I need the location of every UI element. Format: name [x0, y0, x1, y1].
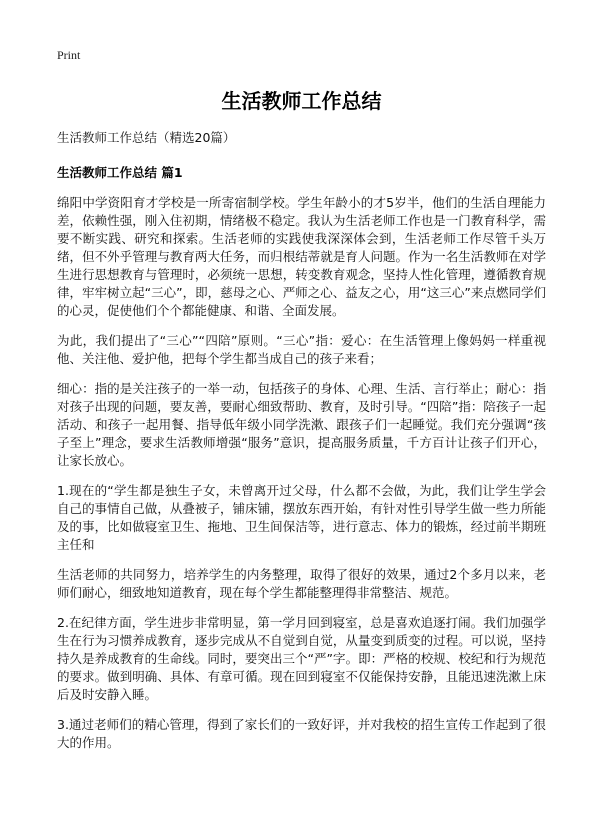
section-heading: 生活教师工作总结 篇1: [57, 165, 183, 180]
print-link[interactable]: Print: [57, 48, 81, 62]
paragraph: 1.现在的“学生都是独生子女，未曾离开过父母，什么都不会做，为此，我们让学生学会自己的事情自己做，从叠被子，铺床铺，摆放东西开始，有针对性引导学生做一些力所能及的事，比如做寝室卫生、拖地、卫生间保洁等，进行意志、体力的锻炼，经过前半期班主任和: [57, 483, 546, 552]
paragraph: 生活老师的共同努力，培养学生的内务整理，取得了很好的效果，通过2个多月以来，老师们耐心，细致地知道教育，现在每个学生都能整理得非常整洁、规范。: [57, 567, 546, 600]
paragraph: 为此，我们提出了“三心”“四陪”原则。“三心”指：爱心：在生活管理上像妈妈一样重视他、关注他、爱护他，把每个学生都当成自己的孩子来看；: [57, 333, 546, 366]
document-subtitle: 生活教师工作总结（精选20篇）: [57, 130, 236, 145]
paragraph: 绵阳中学资阳育才学校是一所寄宿制学校。学生年龄小的才5岁半，他们的生活自理能力差，依赖性强，刚入住初期，情绪极不稳定。我认为生活老师工作也是一门教育科学，需要不断实践、研究和探索。生活老师的实践使我深深体会到，生活老师工作尽管千头万绪，但不外乎管理与教育两大任务，而归根结蒂就是育人问题。作为一名生活教师在对学生进行思想教育与管理时，必须统一思想，转变教育观念，坚持人性化管理，遵循教育规律，牢牢树立起“三心”，即，慈母之心、严师之心、益友之心，用“这三心”来点燃同学们的心灵，促使他们个个都能健康、和谐、全面发展。: [57, 195, 546, 318]
paragraph: 细心：指的是关注孩子的一举一动，包括孩子的身体、心理、生活、言行举止；耐心：指对孩子出现的问题，要友善，要耐心细致帮助、教育，及时引导。“四陪”指：陪孩子一起活动、和孩子一起用餐、指导低年级小同学洗漱、跟孩子们一起睡觉。我们充分强调“孩子至上”理念，要求生活教师增强“服务”意识，提高服务质量，千方百计让孩子们开心，让家长放心。: [57, 381, 546, 468]
document-title: 生活教师工作总结: [221, 89, 382, 113]
paragraph: 2.在纪律方面，学生进步非常明显，第一学月回到寝室，总是喜欢追逐打闹。我们加强学生在行为习惯养成教育，逐步完成从不自觉到自觉，从量变到质变的过程。可以说，坚持持久是养成教育的生命线。同时，要突出三个“严”字。即：严格的校规、校纪和行为规范的要求。做到明确、具体、有章可循。现在回到寝室不仅能保持安静，且能迅速洗漱上床后及时安静入睡。: [57, 615, 546, 702]
paragraph: 3.通过老师们的精心管理，得到了家长们的一致好评，并对我校的招生宣传工作起到了很大的作用。: [57, 717, 546, 750]
